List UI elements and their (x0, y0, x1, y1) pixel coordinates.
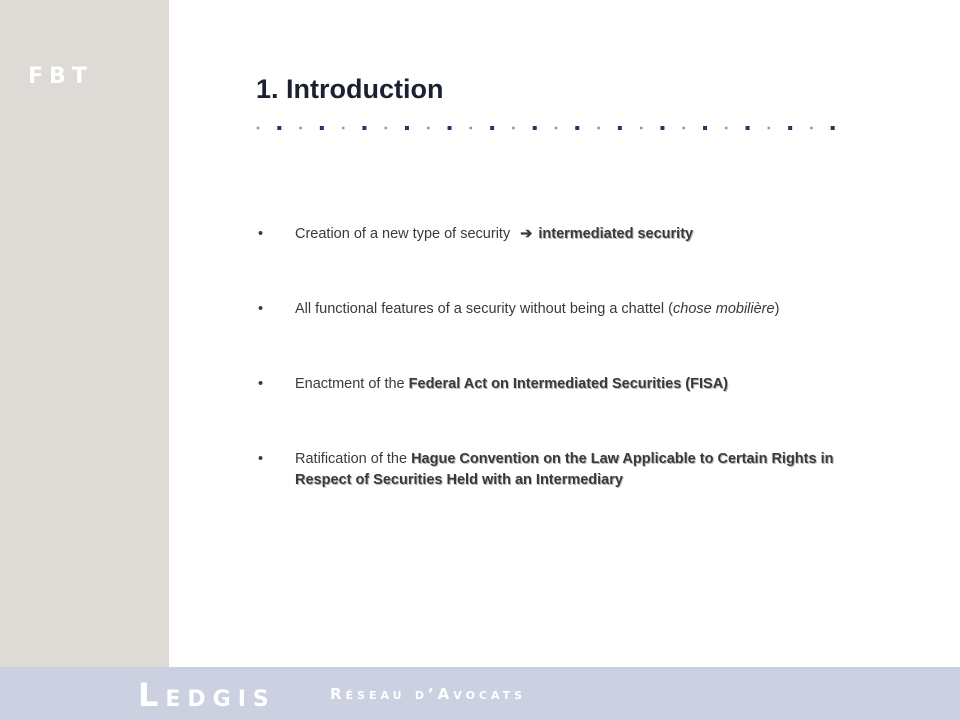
bullet-emphasis: intermediated security (538, 226, 694, 242)
bullet-item-1 (258, 224, 878, 245)
divider-dot (768, 127, 771, 130)
dotted-divider (256, 124, 852, 132)
divider-dot (810, 127, 813, 130)
divider-dot (618, 126, 622, 130)
divider-dot (575, 126, 579, 130)
divider-dot (660, 126, 664, 130)
bullet-italic: chose mobilière (673, 301, 775, 317)
bullet-item-2 (258, 299, 878, 320)
divider-dot (405, 126, 409, 130)
slide-title: 1. Introduction (256, 74, 444, 104)
bullet-text: Creation of a new type of security (295, 226, 511, 242)
divider-dot (257, 127, 260, 130)
bullet-text: All functional features of a security without being a chattel ( (295, 301, 674, 317)
bullet-mark: • (258, 301, 264, 317)
divider-dot (640, 127, 643, 130)
divider-dot (682, 127, 685, 130)
divider-dot (427, 127, 430, 130)
divider-dot (299, 127, 302, 130)
bullet-mark: • (258, 451, 264, 467)
divider-dot (533, 126, 537, 130)
bullet-emphasis: Federal Act on Intermediated Securities (FISA) (408, 376, 728, 392)
divider-dot (470, 127, 473, 130)
divider-dot (597, 127, 600, 130)
divider-dot (703, 126, 707, 130)
ledgis-logo: Ledgis (138, 676, 276, 714)
bullet-mark: • (258, 226, 264, 242)
divider-dot (277, 126, 281, 130)
arrow-right-icon: ➔ (520, 226, 533, 242)
bullet-item-4 (258, 449, 878, 491)
divider-dot (384, 127, 387, 130)
bullet-mark: • (258, 376, 264, 392)
fbt-logo: FBT (28, 64, 93, 89)
bullet-text-end: ) (774, 301, 780, 317)
sidebar-panel (0, 0, 169, 667)
divider-dot (746, 126, 750, 130)
divider-dot (725, 127, 728, 130)
divider-dot (788, 126, 792, 130)
divider-dot (362, 126, 366, 130)
bullet-text: Ratification of the (295, 451, 412, 467)
divider-dot (555, 127, 558, 130)
bullet-emphasis: Hague Convention on the Law Applicable to Certain Rights in Respect of Securities Held with an Intermediary (295, 451, 834, 488)
divider-dot (512, 127, 515, 130)
divider-dot (490, 126, 494, 130)
bullet-text: Enactment of the (295, 376, 409, 392)
bullet-item-3 (258, 374, 878, 395)
divider-dot (831, 126, 835, 130)
footer-tagline: Réseau d’Avocats (330, 685, 527, 703)
divider-dot (342, 127, 345, 130)
divider-dot (320, 126, 324, 130)
divider-dot (448, 126, 452, 130)
